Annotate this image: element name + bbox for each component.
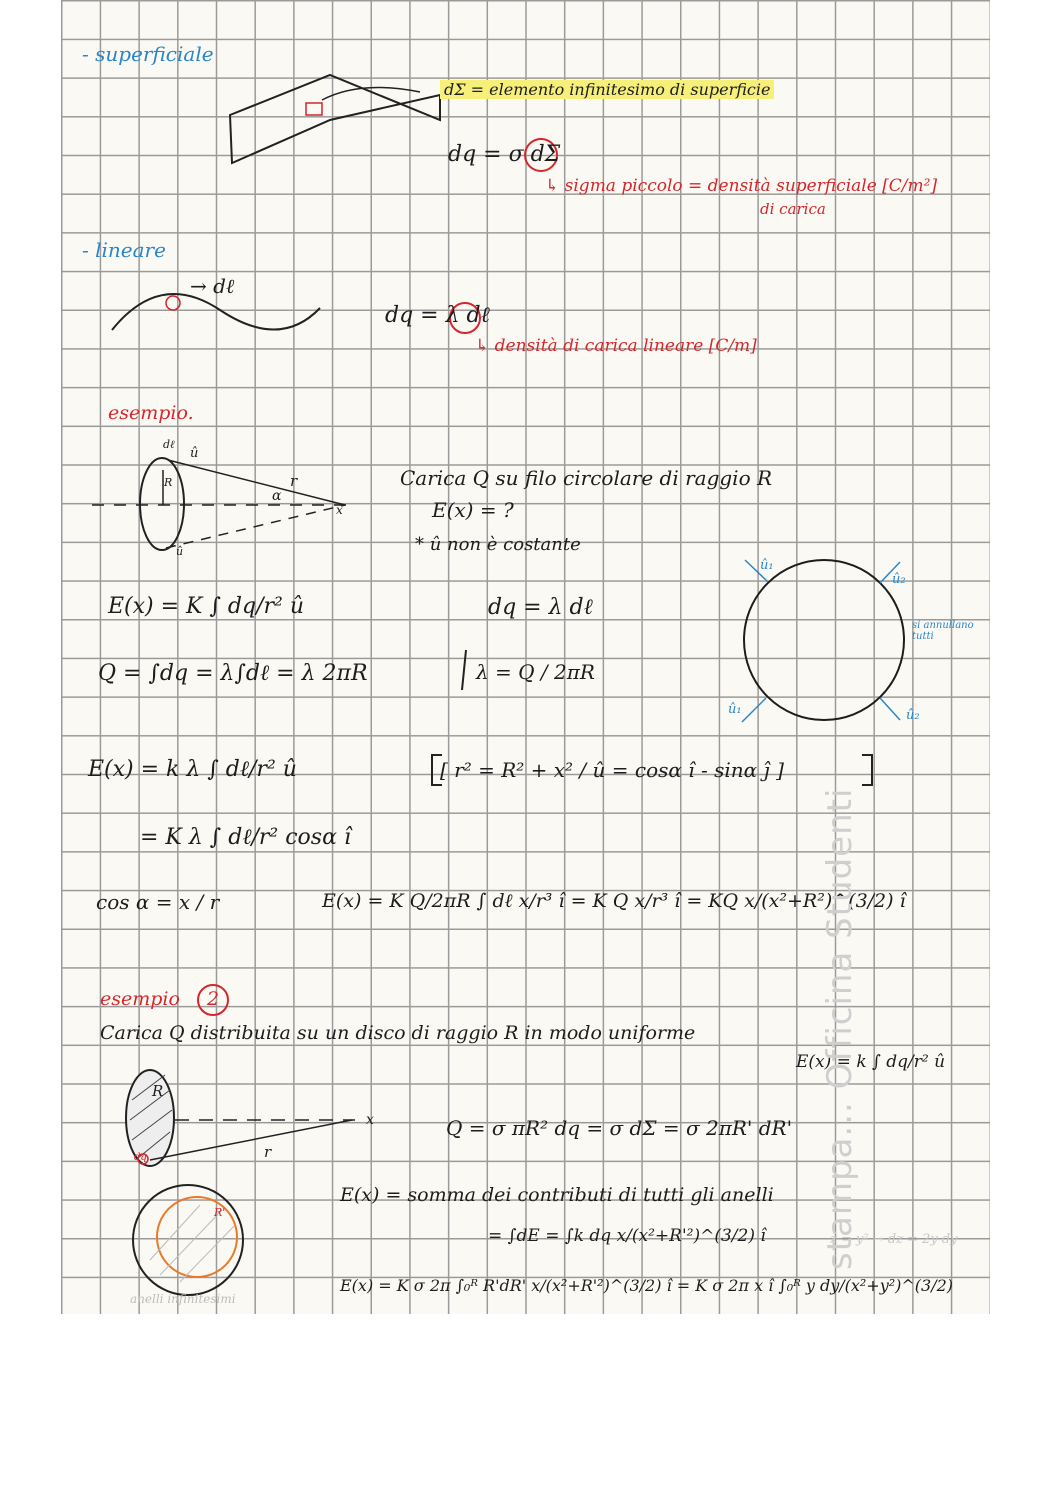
circle-u-bl: û₁ xyxy=(728,702,742,717)
dq-sigma-eq: dq = σ dΣ xyxy=(448,142,561,167)
anelli-label: anelli infinitesimi xyxy=(130,1292,236,1306)
eq-substitution: z = y² → dz = 2y dy xyxy=(830,1232,958,1247)
eq-E1: E(x) = K ∫ dq/r² û xyxy=(108,594,305,619)
example-2-text: Carica Q distribuita su un disco di raggio R in modo uniforme xyxy=(100,1022,696,1044)
example-2-E: E(x) = k ∫ dq/r² û xyxy=(796,1052,946,1072)
eq-E3: = K λ ∫ dℓ/r² cosα î xyxy=(140,825,351,850)
eq-lambda: λ = Q / 2πR xyxy=(476,660,595,684)
surface-sketch xyxy=(230,75,440,163)
surface-element xyxy=(306,103,322,115)
fig1-r: r xyxy=(290,472,298,490)
eq-Q2: Q = σ πR² dq = σ dΣ = σ 2πR' dR' xyxy=(446,1116,793,1140)
eq-dq: dq = λ dℓ xyxy=(488,595,593,620)
fig2-dq: dq xyxy=(134,1152,147,1163)
circle-u-br: û₂ xyxy=(906,708,920,723)
example-1-title: esempio. xyxy=(108,402,194,424)
fig1-u2: û xyxy=(176,545,184,558)
eq-final: E(x) = K σ 2π ∫₀ᴿ R'dR' x/(x²+R'²)^(3/2) î = K σ 2π x î ∫₀ᴿ y dy/(x²+y²)^(3/2) xyxy=(340,1276,954,1295)
eq-sum: E(x) = somma dei contributi di tutti gli anelli xyxy=(340,1184,774,1206)
eq-E4: E(x) = K Q/2πR ∫ dℓ x/r³ î = K Q x/r³ î = KQ x/(x²+R²)^(3/2) î xyxy=(322,890,906,912)
dS-definition: dΣ = elemento infinitesimo di superficie xyxy=(440,80,774,99)
disk-front xyxy=(133,1185,243,1295)
fig2-R: R xyxy=(152,1082,164,1100)
sigma-definition: ↳ sigma piccolo = densità superficiale [C/m²] xyxy=(545,176,938,196)
eq-Q: Q = ∫dq = λ∫dℓ = λ 2πR xyxy=(98,661,368,686)
fig1-dl: dℓ xyxy=(163,438,175,451)
eq-int: = ∫dE = ∫k dq x/(x²+R'²)^(3/2) î xyxy=(488,1226,766,1246)
watermark-text: stampa... Officina Studenti xyxy=(820,787,860,1270)
fig2-Rp: R' xyxy=(214,1206,226,1219)
eq-cos: cos α = x / r xyxy=(96,890,220,914)
eq-bracket: [ r² = R² + x² / û = cosα î - sinα ĵ ] xyxy=(440,758,784,782)
ring-front-view xyxy=(744,560,904,720)
dl-label: → dℓ xyxy=(190,274,235,298)
fig1-R: R xyxy=(164,476,173,489)
circle-note: si annullano tutti xyxy=(912,620,974,642)
example-2-title: esempio xyxy=(100,988,180,1010)
fig2-r: r xyxy=(264,1143,272,1161)
fig2-x: x xyxy=(366,1112,374,1128)
section-lineare: - lineare xyxy=(82,238,166,262)
dq-lambda-eq: dq = λ dℓ xyxy=(385,303,490,328)
eq-E2: E(x) = k λ ∫ dℓ/r² û xyxy=(88,757,297,782)
example-1-text: Carica Q su filo circolare di raggio R xyxy=(400,466,773,490)
example-1-note: * û non è costante xyxy=(415,534,581,555)
circle-u-tl: û₁ xyxy=(760,558,774,573)
ring-ellipse xyxy=(140,458,184,550)
lambda-definition: ↳ densità di carica lineare [C/m] xyxy=(475,336,757,356)
sigma-definition-2: di carica xyxy=(760,200,826,218)
example-2-number: 2 xyxy=(207,988,220,1010)
fig1-x: x xyxy=(336,503,343,517)
circle-u-tr: û₂ xyxy=(892,572,906,587)
line-wave xyxy=(112,294,320,330)
fig1-alpha: α xyxy=(272,488,282,504)
example-1-question: E(x) = ? xyxy=(432,498,514,522)
section-superficiale: - superficiale xyxy=(82,42,214,66)
fig1-u: û xyxy=(190,446,199,461)
